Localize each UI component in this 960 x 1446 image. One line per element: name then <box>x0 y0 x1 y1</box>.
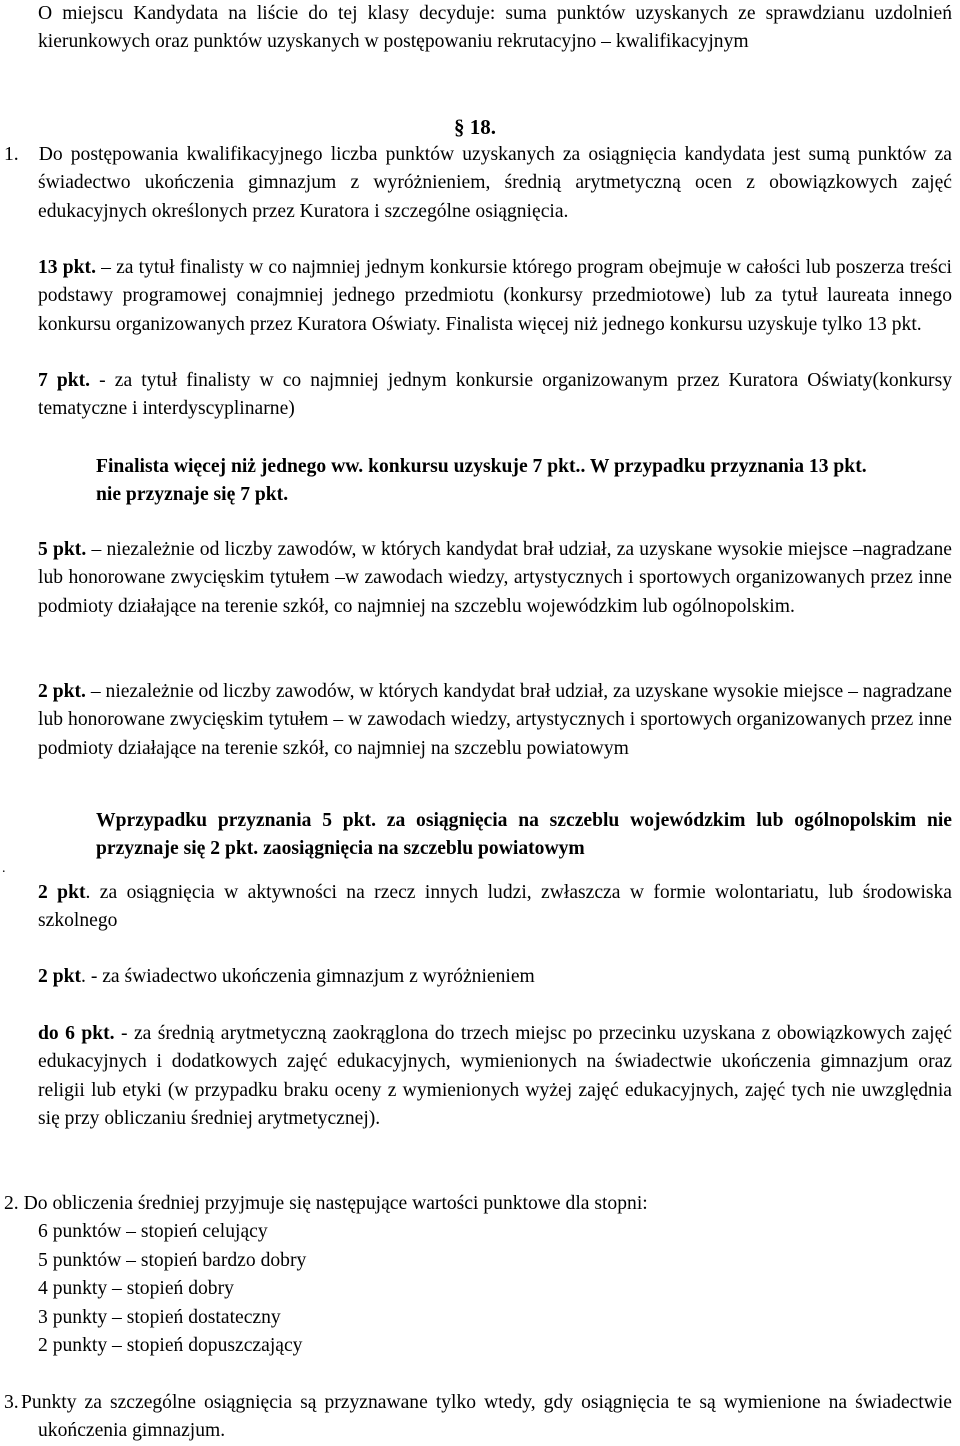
grade-item: 2 punkty – stopień dopuszczający <box>38 1335 303 1357</box>
note-finalist: Finalista więcej niż jednego ww. konkursu uzyskuje 7 pkt.. W przypadku przyznania 13 pkt. nie przyznaje się 7 pkt. <box>96 456 867 506</box>
grade-item: 5 punktów – stopień bardzo dobry <box>38 1249 307 1271</box>
grade-item: 4 punkty – stopień dobry <box>38 1278 234 1300</box>
paragraph-3-number: 3. <box>4 1392 19 1413</box>
note-voivodeship: Wprzypadku przyznania 5 pkt. za osiągnięcia na szczeblu wojewódzkim lub ogólnopolskim nie przyznaje się 2 pkt. zaosiągnięcia na szczeblu powiatowym <box>96 810 952 860</box>
points-2-county-label: 2 pkt. <box>38 681 86 702</box>
grade-item: 6 punktów – stopień celujący <box>38 1221 268 1243</box>
intro-paragraph: O miejscu Kandydata na liście do tej klasy decyduje: suma punktów uzyskanych ze sprawdzianu uzdolnień kierunkowych oraz punktów uzyskanych w postępowaniu rekrutacyjno – kwalifikacyjnym <box>38 3 952 53</box>
grade-list <box>38 1218 952 1360</box>
points-2-county-item <box>38 678 952 763</box>
stray-mark: . <box>2 861 6 876</box>
points-5-text: – niezależnie od liczby zawodów, w których kandydat brał udział, za uzyskane wysokie miejsce –nagradzane lub honorowane zwycięskim tytułem –w zawodach wiedzy, artystycznych i sportowych organizowanych przez inne podmioty działające na terenie szkół, co najmniej na szczeblu wojewódzkim lub ogólnopolskim. <box>38 539 952 617</box>
paragraph-2-line <box>4 1190 952 1218</box>
points-7-label: 7 pkt. <box>38 370 91 391</box>
section-heading: § 18. <box>454 115 496 139</box>
points-6-text: - za średnią arytmetyczną zaokrąglona do trzech miejsc po przecinku uzyskana z obowiązkowych zajęć edukacyjnych i dodatkowych zajęć edukacyjnych, wymienionych na świadectwie ukończenia gimnazjum oraz religii lub etyki (w przypadku braku oceny z wymienionych wyżej zajęć edukacyjnych, zajęć tych nie uwzględnia się przy obliczaniu średniej arytmetycznej). <box>38 1023 952 1130</box>
points-2-volunteer-label: 2 pkt <box>38 882 86 903</box>
points-5-item <box>38 536 952 621</box>
points-2-certificate-text: . - za świadectwo ukończenia gimnazjum z wyróżnieniem <box>81 966 535 987</box>
points-13-text: – za tytuł finalisty w co najmniej jednym konkursie którego program obejmuje w całości lub poszerza treści podstawy programowej conajmniej jednego przedmiotu (konkursy przedmiotowe) lub za tytuł laureata innego konkursu organizowanych przez Kuratora Oświaty. Finalista więcej niż jednego konkursu uzyskuje tylko 13 pkt. <box>38 257 952 335</box>
points-2-volunteer-item <box>38 879 952 936</box>
points-6-label: do 6 pkt. <box>38 1023 115 1044</box>
points-6-item <box>38 1020 952 1134</box>
points-2-county-text: – niezależnie od liczby zawodów, w których kandydat brał udział, za uzyskane wysokie miejsce – nagradzane lub honorowane zwycięskim tytułem – w zawodach wiedzy, artystycznych i sportowych organizowanych przez inne podmioty działające na terenie szkół, co najmniej na szczeblu powiatowym <box>38 681 952 759</box>
points-5-label: 5 pkt. <box>38 539 87 560</box>
paragraph-2-number: 2. <box>4 1193 19 1214</box>
points-7-item <box>38 367 952 424</box>
points-2-volunteer-text: . za osiągnięcia w aktywności na rzecz innych ludzi, zwłaszcza w formie wolontariatu, lub środowiska szkolnego <box>38 882 953 932</box>
paragraph-3 <box>0 1389 952 1446</box>
paragraph-1-number: 1. <box>4 144 19 165</box>
paragraph-3-text <box>21 1389 952 1446</box>
paragraph-1-body: Do postępowania kwalifikacyjnego liczba punktów uzyskanych za osiągnięcia kandydata jest sumą punktów za świadectwo ukończenia gimnazjum z wyróżnieniem, średnią arytmetyczną ocen z obowiązkowych zajęć edukacyjnych określonych przez Kuratora i szczególne osiągnięcia. <box>38 144 952 222</box>
grade-item: 3 punkty – stopień dostateczny <box>38 1306 281 1328</box>
points-7-text: - za tytuł finalisty w co najmniej jednym konkursie organizowanym przez Kuratora Oświaty(konkursy tematyczne i interdyscyplinarne) <box>38 370 952 420</box>
points-2-certificate-label: 2 pkt <box>38 966 82 987</box>
points-2-certificate-item <box>38 963 952 991</box>
paragraph-1 <box>0 141 952 226</box>
points-13-label: 13 pkt. <box>38 257 96 278</box>
paragraph-3-body: Punkty za szczególne osiągnięcia są przyznawane tylko wtedy, gdy osiągnięcia te są wymienione na świadectwie ukończenia gimnazjum. <box>21 1392 952 1442</box>
paragraph-1-text <box>38 141 952 226</box>
paragraph-2-text: Do obliczenia średniej przyjmuje się następujące wartości punktowe dla stopni: <box>23 1193 648 1214</box>
points-13-item <box>38 254 952 339</box>
paragraph-2 <box>0 1190 952 1360</box>
